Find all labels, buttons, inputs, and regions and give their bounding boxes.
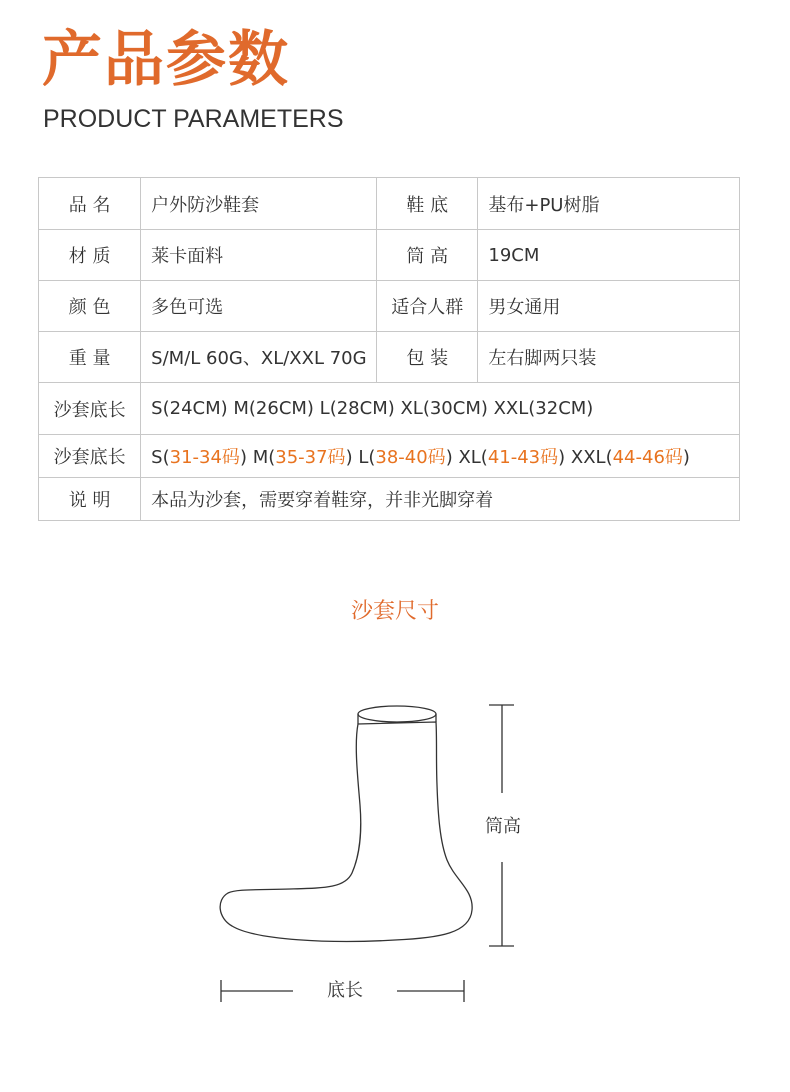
param-value-note: 本品为沙套，需要穿着鞋穿，并非光脚穿着 xyxy=(141,478,740,521)
size-code-l: L(38-40码) xyxy=(352,447,453,468)
size-code-xxl: XXL(44-46码) xyxy=(565,447,690,468)
param-label-weight: 重 量 xyxy=(39,332,141,383)
param-value-material: 莱卡面料 xyxy=(141,230,377,281)
page-title: 产品参数 xyxy=(42,25,290,95)
sock-outline xyxy=(220,722,472,941)
size-code-m: M(35-37码) xyxy=(246,447,353,468)
page-subtitle: PRODUCT PARAMETERS xyxy=(43,105,344,133)
param-label-tube-height: 筒 高 xyxy=(377,230,478,281)
param-value-tube-height: 19CM xyxy=(478,230,740,281)
size-code-xl: XL(41-43码) xyxy=(452,447,566,468)
size-code-s: S(31-34码) xyxy=(151,447,247,468)
param-label-audience: 适合人群 xyxy=(377,281,478,332)
param-value-name: 户外防沙鞋套 xyxy=(141,178,377,230)
sock-opening xyxy=(358,706,436,722)
param-value-audience: 男女通用 xyxy=(478,281,740,332)
param-label-note: 说 明 xyxy=(39,478,141,521)
param-value-size-cm: S(24CM) M(26CM) L(28CM) XL(30CM) XXL(32CM) xyxy=(141,383,740,435)
param-label-material: 材 质 xyxy=(39,230,141,281)
length-label: 底长 xyxy=(327,980,363,1001)
param-value-color: 多色可选 xyxy=(141,281,377,332)
param-label-name: 品 名 xyxy=(39,178,141,230)
size-section-title: 沙套尺寸 xyxy=(350,599,439,624)
param-label-packaging: 包 装 xyxy=(377,332,478,383)
param-value-packaging: 左右脚两只装 xyxy=(478,332,740,383)
param-value-weight: S/M/L 60G、XL/XXL 70G xyxy=(141,332,377,383)
param-label-sole: 鞋 底 xyxy=(377,178,478,230)
param-label-size-code: 沙套底长 xyxy=(39,435,141,478)
height-label: 筒高 xyxy=(485,816,521,837)
param-value-sole: 基布+PU树脂 xyxy=(478,178,740,230)
param-label-size-cm: 沙套底长 xyxy=(39,383,141,435)
param-label-color: 颜 色 xyxy=(39,281,141,332)
